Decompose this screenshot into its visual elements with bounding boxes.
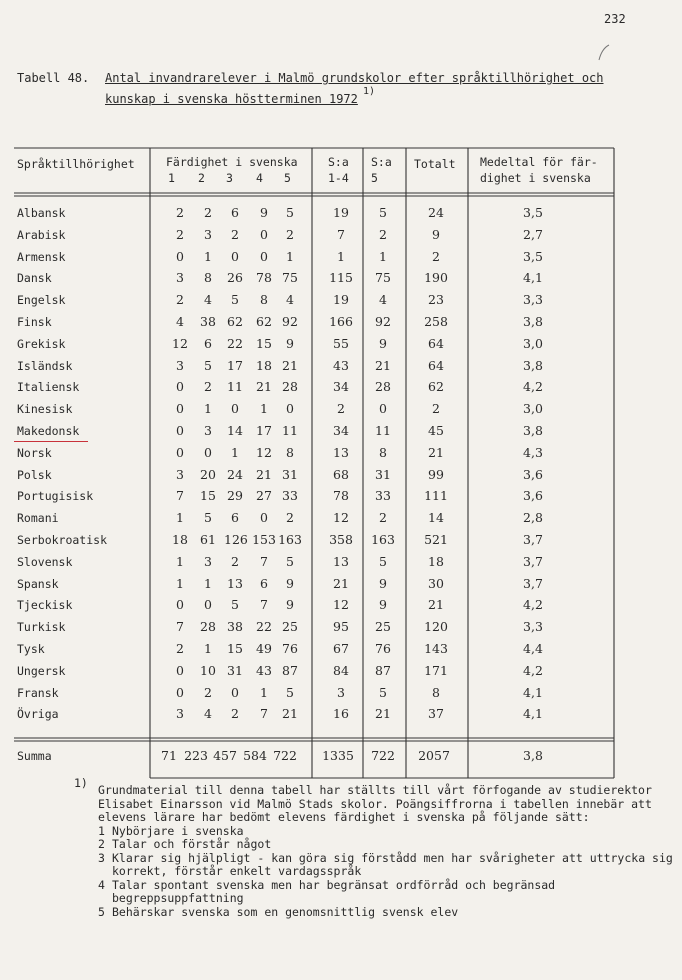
cell-total: 45 bbox=[428, 423, 444, 438]
red-underline-mark bbox=[14, 441, 88, 442]
summary-sum14: 1335 bbox=[322, 748, 354, 763]
cell-s4: 21 bbox=[256, 379, 272, 395]
cell-s1: 3 bbox=[176, 270, 184, 286]
cell-s3: 24 bbox=[227, 466, 243, 482]
summary-mean: 3,8 bbox=[523, 748, 543, 763]
cell-sum14: 34 bbox=[333, 423, 349, 438]
cell-s2: 10 bbox=[200, 662, 216, 678]
cell-sum14: 12 bbox=[333, 597, 349, 613]
summary-label: Summa bbox=[17, 749, 52, 763]
cell-s4: 6 bbox=[260, 575, 268, 591]
header-level-4: 4 bbox=[256, 171, 263, 185]
cell-total: 64 bbox=[428, 335, 444, 351]
cell-mean: 3,0 bbox=[523, 401, 543, 417]
cell-sum5: 5 bbox=[379, 205, 387, 220]
cell-s1: 0 bbox=[176, 444, 184, 460]
cell-s5: 21 bbox=[282, 357, 298, 373]
row-language: Albansk bbox=[17, 206, 66, 220]
cell-s1: 12 bbox=[172, 335, 188, 351]
cell-total: 521 bbox=[424, 532, 448, 547]
cell-s3: 0 bbox=[231, 684, 239, 700]
cell-sum5: 31 bbox=[375, 466, 391, 482]
cell-s1: 1 bbox=[176, 510, 184, 526]
cell-s5: 9 bbox=[286, 597, 294, 613]
cell-s5: 9 bbox=[286, 335, 294, 351]
cell-mean: 2,7 bbox=[523, 226, 543, 242]
cell-s1: 3 bbox=[176, 706, 184, 722]
row-language: Armensk bbox=[17, 249, 66, 264]
footnote-item: 1 Nybörjare i svenska bbox=[98, 823, 244, 838]
cell-s3: 126 bbox=[224, 532, 248, 547]
page-number: 232 bbox=[604, 12, 626, 26]
cell-mean: 4,1 bbox=[523, 706, 543, 722]
header-level-3: 3 bbox=[226, 171, 233, 185]
cell-total: 143 bbox=[424, 641, 448, 656]
cell-sum5: 75 bbox=[375, 270, 391, 286]
cell-s4: 7 bbox=[260, 706, 268, 722]
cell-s1: 0 bbox=[176, 401, 184, 417]
cell-s1: 3 bbox=[176, 357, 184, 373]
cell-total: 30 bbox=[428, 575, 444, 591]
table-title-line2: kunskap i svenska höstterminen 1972 bbox=[105, 92, 358, 106]
cell-s3: 13 bbox=[227, 575, 243, 591]
cell-sum5: 21 bbox=[375, 357, 391, 373]
cell-mean: 4,2 bbox=[523, 662, 543, 678]
cell-mean: 4,4 bbox=[523, 641, 543, 656]
row-language: Finsk bbox=[17, 315, 52, 329]
header-level-2: 2 bbox=[198, 171, 205, 185]
cell-sum14: 19 bbox=[333, 205, 349, 220]
cell-s1: 1 bbox=[176, 553, 184, 569]
cell-s4: 27 bbox=[256, 488, 272, 504]
cell-mean: 3,5 bbox=[523, 205, 543, 220]
cell-total: 171 bbox=[424, 662, 448, 678]
cell-s5: 8 bbox=[286, 444, 294, 460]
cell-sum14: 95 bbox=[333, 619, 349, 635]
cell-sum14: 55 bbox=[333, 335, 349, 351]
row-language: Spansk bbox=[17, 576, 59, 591]
cell-s5: 92 bbox=[282, 314, 298, 329]
cell-s4: 153 bbox=[252, 532, 276, 547]
cell-sum14: 34 bbox=[333, 379, 349, 395]
cell-sum5: 25 bbox=[375, 619, 391, 635]
cell-sum14: 13 bbox=[333, 444, 349, 460]
cell-total: 37 bbox=[428, 706, 444, 722]
cell-total: 24 bbox=[428, 205, 444, 220]
cell-s2: 3 bbox=[204, 423, 212, 438]
cell-sum5: 9 bbox=[379, 575, 387, 591]
row-language: Polsk bbox=[17, 467, 52, 482]
cell-sum14: 78 bbox=[333, 488, 349, 504]
cell-s5: 76 bbox=[282, 641, 298, 656]
row-language: Kinesisk bbox=[17, 402, 73, 417]
cell-s4: 7 bbox=[260, 597, 268, 613]
cell-sum5: 5 bbox=[379, 553, 387, 569]
cell-sum5: 87 bbox=[375, 662, 391, 678]
cell-s4: 18 bbox=[256, 357, 272, 373]
cell-total: 2 bbox=[432, 401, 440, 417]
cell-s3: 6 bbox=[231, 205, 239, 220]
header-level-1: 1 bbox=[168, 171, 175, 185]
cell-mean: 2,8 bbox=[523, 510, 543, 526]
header-sum14-b: 1-4 bbox=[328, 171, 349, 185]
row-language: Engelsk bbox=[17, 293, 66, 308]
cell-s1: 7 bbox=[176, 619, 184, 635]
row-language: Tysk bbox=[17, 642, 45, 656]
footnote-item: 2 Talar och förstår något bbox=[98, 837, 272, 851]
cell-sum14: 115 bbox=[329, 270, 353, 286]
cell-s1: 2 bbox=[176, 292, 184, 308]
header-language: Språktillhörighet bbox=[17, 157, 135, 171]
cell-total: 21 bbox=[428, 597, 444, 613]
cell-sum14: 21 bbox=[333, 575, 349, 591]
cell-s2: 28 bbox=[200, 619, 216, 635]
cell-s4: 78 bbox=[256, 270, 272, 286]
cell-s1: 2 bbox=[176, 205, 184, 220]
table-label: Tabell 48. bbox=[17, 71, 90, 85]
cell-total: 23 bbox=[428, 292, 444, 308]
cell-mean: 3,8 bbox=[523, 357, 543, 373]
cell-s4: 0 bbox=[260, 248, 268, 264]
cell-s1: 18 bbox=[172, 532, 188, 547]
cell-s1: 0 bbox=[176, 684, 184, 700]
cell-s1: 0 bbox=[176, 248, 184, 264]
cell-sum5: 5 bbox=[379, 684, 387, 700]
cell-s4: 0 bbox=[260, 510, 268, 526]
cell-sum5: 9 bbox=[379, 597, 387, 613]
cell-s5: 21 bbox=[282, 706, 298, 722]
cell-total: 111 bbox=[424, 488, 448, 504]
cell-sum5: 28 bbox=[375, 379, 391, 395]
cell-s1: 0 bbox=[176, 597, 184, 613]
header-sum5-a: S:a bbox=[371, 155, 392, 169]
cell-s5: 5 bbox=[286, 205, 294, 220]
summary-s5: 722 bbox=[273, 748, 297, 763]
summary-total: 2057 bbox=[418, 748, 450, 763]
cell-s1: 0 bbox=[176, 423, 184, 438]
cell-s3: 26 bbox=[227, 270, 243, 286]
cell-s2: 4 bbox=[204, 706, 212, 722]
cell-s4: 43 bbox=[256, 662, 272, 678]
cell-sum14: 358 bbox=[329, 532, 353, 547]
cell-s4: 17 bbox=[256, 423, 272, 438]
cell-total: 18 bbox=[428, 553, 444, 569]
cell-total: 21 bbox=[428, 444, 444, 460]
cell-s3: 2 bbox=[231, 226, 239, 242]
cell-mean: 3,3 bbox=[523, 292, 543, 308]
row-language: Tjeckisk bbox=[17, 598, 73, 613]
footnote-item: 5 Behärskar svenska som en genomsnittlig svensk elev bbox=[98, 904, 459, 919]
cell-s5: 5 bbox=[286, 684, 294, 700]
cell-s3: 11 bbox=[227, 379, 243, 395]
cell-s2: 5 bbox=[204, 510, 212, 526]
cell-s3: 0 bbox=[231, 248, 239, 264]
cell-sum14: 2 bbox=[337, 401, 345, 417]
cell-s2: 1 bbox=[204, 641, 212, 656]
row-language: Slovensk bbox=[17, 554, 73, 569]
footnote-list bbox=[98, 825, 678, 920]
cell-s2: 15 bbox=[200, 488, 216, 504]
row-language: Dansk bbox=[17, 271, 52, 286]
cell-s2: 20 bbox=[200, 466, 216, 482]
cell-total: 62 bbox=[428, 379, 444, 395]
cell-s4: 9 bbox=[260, 205, 268, 220]
summary-s1: 71 bbox=[161, 748, 177, 763]
cell-total: 99 bbox=[428, 466, 444, 482]
cell-sum5: 9 bbox=[379, 335, 387, 351]
cell-s2: 3 bbox=[204, 553, 212, 569]
cell-sum14: 16 bbox=[333, 706, 349, 722]
cell-s5: 163 bbox=[278, 532, 302, 547]
cell-sum5: 0 bbox=[379, 401, 387, 417]
cell-s2: 4 bbox=[204, 292, 212, 308]
row-language: Serbokroatisk bbox=[17, 533, 108, 547]
cell-sum5: 8 bbox=[379, 444, 387, 460]
cell-total: 64 bbox=[428, 357, 444, 373]
footnote bbox=[98, 784, 678, 919]
cell-s5: 25 bbox=[282, 619, 298, 635]
cell-sum14: 43 bbox=[333, 357, 349, 373]
cell-s5: 11 bbox=[282, 423, 298, 438]
header-sum5-b: 5 bbox=[371, 171, 378, 185]
summary-s2: 223 bbox=[184, 748, 208, 763]
table-title-line1: Antal invandrarelever i Malmö grundskolor efter språktillhörighet och bbox=[105, 71, 604, 85]
cell-total: 14 bbox=[428, 510, 444, 526]
cell-s5: 4 bbox=[286, 292, 294, 308]
cell-s5: 87 bbox=[282, 662, 298, 678]
cell-sum14: 12 bbox=[333, 510, 349, 526]
cell-sum14: 67 bbox=[333, 641, 349, 656]
row-language: Fransk bbox=[17, 685, 59, 700]
cell-s1: 7 bbox=[176, 488, 184, 504]
cell-s2: 0 bbox=[204, 444, 212, 460]
footnote-intro: Grundmaterial till denna tabell har ställts till vårt förfogande av studierektor Elisabet Einarsson vid Malmö Stads skolor. Poängsiffrorna i tabellen innebär att elevens lärare har bedömt elevens färdighet i svenska på följande sätt: bbox=[98, 783, 659, 824]
header-mean-a: Medeltal för fär- bbox=[480, 155, 598, 169]
cell-s5: 9 bbox=[286, 575, 294, 591]
cell-s2: 2 bbox=[204, 205, 212, 220]
cell-mean: 3,7 bbox=[523, 575, 543, 591]
summary-s4: 584 bbox=[243, 748, 267, 763]
cell-total: 2 bbox=[432, 248, 440, 264]
cell-sum14: 68 bbox=[333, 466, 349, 482]
cell-mean: 3,8 bbox=[523, 423, 543, 438]
footnote-item: 3 Klarar sig hjälpligt - kan göra sig förstådd men har svårigheter att uttrycka sig korrekt, förstår enkelt vardagsspråk bbox=[98, 850, 673, 878]
cell-mean: 3,7 bbox=[523, 532, 543, 547]
cell-s5: 33 bbox=[282, 488, 298, 504]
cell-sum5: 4 bbox=[379, 292, 387, 308]
cell-mean: 3,3 bbox=[523, 619, 543, 635]
cell-s3: 15 bbox=[227, 641, 243, 656]
cell-s4: 1 bbox=[260, 401, 268, 417]
cell-s4: 12 bbox=[256, 444, 272, 460]
row-language: Arabisk bbox=[17, 227, 66, 242]
cell-sum5: 92 bbox=[375, 314, 391, 329]
cell-s1: 1 bbox=[176, 575, 184, 591]
cell-s1: 0 bbox=[176, 662, 184, 678]
cell-s3: 17 bbox=[227, 357, 243, 373]
cell-s4: 15 bbox=[256, 335, 272, 351]
cell-s2: 38 bbox=[200, 314, 216, 329]
footnote-reference: 1) bbox=[363, 86, 376, 97]
cell-s3: 14 bbox=[227, 423, 243, 438]
cell-mean: 3,5 bbox=[523, 248, 543, 264]
row-language: Norsk bbox=[17, 445, 52, 460]
cell-s3: 2 bbox=[231, 553, 239, 569]
cell-s4: 8 bbox=[260, 292, 268, 308]
cell-mean: 4,2 bbox=[523, 597, 543, 613]
cell-sum5: 11 bbox=[375, 423, 391, 438]
cell-s2: 0 bbox=[204, 597, 212, 613]
cell-s2: 61 bbox=[200, 532, 216, 547]
cell-sum14: 84 bbox=[333, 662, 349, 678]
cell-s1: 2 bbox=[176, 641, 184, 656]
cell-s4: 49 bbox=[256, 641, 272, 656]
cell-s4: 21 bbox=[256, 466, 272, 482]
cell-sum5: 76 bbox=[375, 641, 391, 656]
row-language: Isländsk bbox=[17, 358, 73, 373]
cell-mean: 4,1 bbox=[523, 684, 543, 700]
header-skill: Färdighet i svenska bbox=[166, 155, 298, 169]
row-language: Romani bbox=[17, 511, 59, 526]
cell-s3: 1 bbox=[231, 444, 239, 460]
cell-mean: 3,6 bbox=[523, 488, 543, 504]
cell-sum5: 33 bbox=[375, 488, 391, 504]
cell-s3: 22 bbox=[227, 335, 243, 351]
cell-s5: 2 bbox=[286, 226, 294, 242]
cell-s1: 4 bbox=[176, 314, 184, 329]
cell-s5: 31 bbox=[282, 466, 298, 482]
cell-s3: 0 bbox=[231, 401, 239, 417]
cell-total: 9 bbox=[432, 226, 440, 242]
summary-sum5: 722 bbox=[371, 748, 395, 763]
cell-s2: 2 bbox=[204, 684, 212, 700]
cell-mean: 3,8 bbox=[523, 314, 543, 329]
header-sum14-a: S:a bbox=[328, 155, 349, 169]
cell-s2: 1 bbox=[204, 575, 212, 591]
cell-s5: 28 bbox=[282, 379, 298, 395]
cell-s5: 1 bbox=[286, 248, 294, 264]
row-language: Övriga bbox=[17, 707, 59, 722]
cell-s3: 5 bbox=[231, 292, 239, 308]
cell-sum14: 19 bbox=[333, 292, 349, 308]
cell-sum5: 21 bbox=[375, 706, 391, 722]
cell-s4: 1 bbox=[260, 684, 268, 700]
cell-s5: 0 bbox=[286, 401, 294, 417]
row-language: Ungersk bbox=[17, 663, 66, 678]
cell-total: 120 bbox=[424, 619, 448, 635]
cell-sum14: 166 bbox=[329, 314, 353, 329]
cell-s2: 3 bbox=[204, 226, 212, 242]
cell-mean: 4,2 bbox=[523, 379, 543, 395]
cell-sum14: 13 bbox=[333, 553, 349, 569]
cell-s2: 8 bbox=[204, 270, 212, 286]
cell-total: 8 bbox=[432, 684, 440, 700]
cell-sum5: 2 bbox=[379, 226, 387, 242]
cell-s2: 5 bbox=[204, 357, 212, 373]
cell-s3: 38 bbox=[227, 619, 243, 635]
cell-s2: 2 bbox=[204, 379, 212, 395]
cell-s3: 62 bbox=[227, 314, 243, 329]
cell-mean: 4,3 bbox=[523, 444, 543, 460]
row-language: Grekisk bbox=[17, 336, 66, 351]
cell-s4: 22 bbox=[256, 619, 272, 635]
cell-sum5: 163 bbox=[371, 532, 395, 547]
cell-s5: 5 bbox=[286, 553, 294, 569]
footnote-item: 4 Talar spontant svenska men har begränsat ordförråd och begränsad begreppsuppfattning bbox=[98, 877, 556, 905]
cell-s2: 6 bbox=[204, 335, 212, 351]
cell-mean: 3,6 bbox=[523, 466, 543, 482]
row-language: Turkisk bbox=[17, 620, 66, 635]
cell-mean: 3,0 bbox=[523, 335, 543, 351]
cell-s3: 31 bbox=[227, 662, 243, 678]
cell-s1: 0 bbox=[176, 379, 184, 395]
row-language: Portugisisk bbox=[17, 489, 94, 504]
cell-s1: 3 bbox=[176, 466, 184, 482]
row-language: Italiensk bbox=[17, 380, 80, 395]
cell-total: 190 bbox=[424, 270, 448, 286]
cell-s4: 0 bbox=[260, 226, 268, 242]
cell-s3: 6 bbox=[231, 510, 239, 526]
header-total: Totalt bbox=[414, 157, 456, 171]
cell-s2: 1 bbox=[204, 248, 212, 264]
footnote-marker: 1) bbox=[74, 776, 88, 790]
cell-sum5: 2 bbox=[379, 510, 387, 526]
cell-s4: 7 bbox=[260, 553, 268, 569]
cell-mean: 4,1 bbox=[523, 270, 543, 286]
summary-s3: 457 bbox=[213, 748, 237, 763]
cell-sum14: 1 bbox=[337, 248, 345, 264]
cell-sum14: 3 bbox=[337, 684, 345, 700]
cell-mean: 3,7 bbox=[523, 553, 543, 569]
cell-s3: 5 bbox=[231, 597, 239, 613]
row-language: Makedonsk bbox=[17, 424, 80, 438]
cell-s4: 62 bbox=[256, 314, 272, 329]
header-mean-b: dighet i svenska bbox=[480, 171, 591, 185]
cell-sum14: 7 bbox=[337, 226, 345, 242]
cell-s3: 29 bbox=[227, 488, 243, 504]
cell-s5: 75 bbox=[282, 270, 298, 286]
cell-s1: 2 bbox=[176, 226, 184, 242]
cell-total: 258 bbox=[424, 314, 448, 329]
header-level-5: 5 bbox=[284, 171, 291, 185]
cell-sum5: 1 bbox=[379, 248, 387, 264]
cell-s3: 2 bbox=[231, 706, 239, 722]
cell-s5: 2 bbox=[286, 510, 294, 526]
cell-s2: 1 bbox=[204, 401, 212, 417]
